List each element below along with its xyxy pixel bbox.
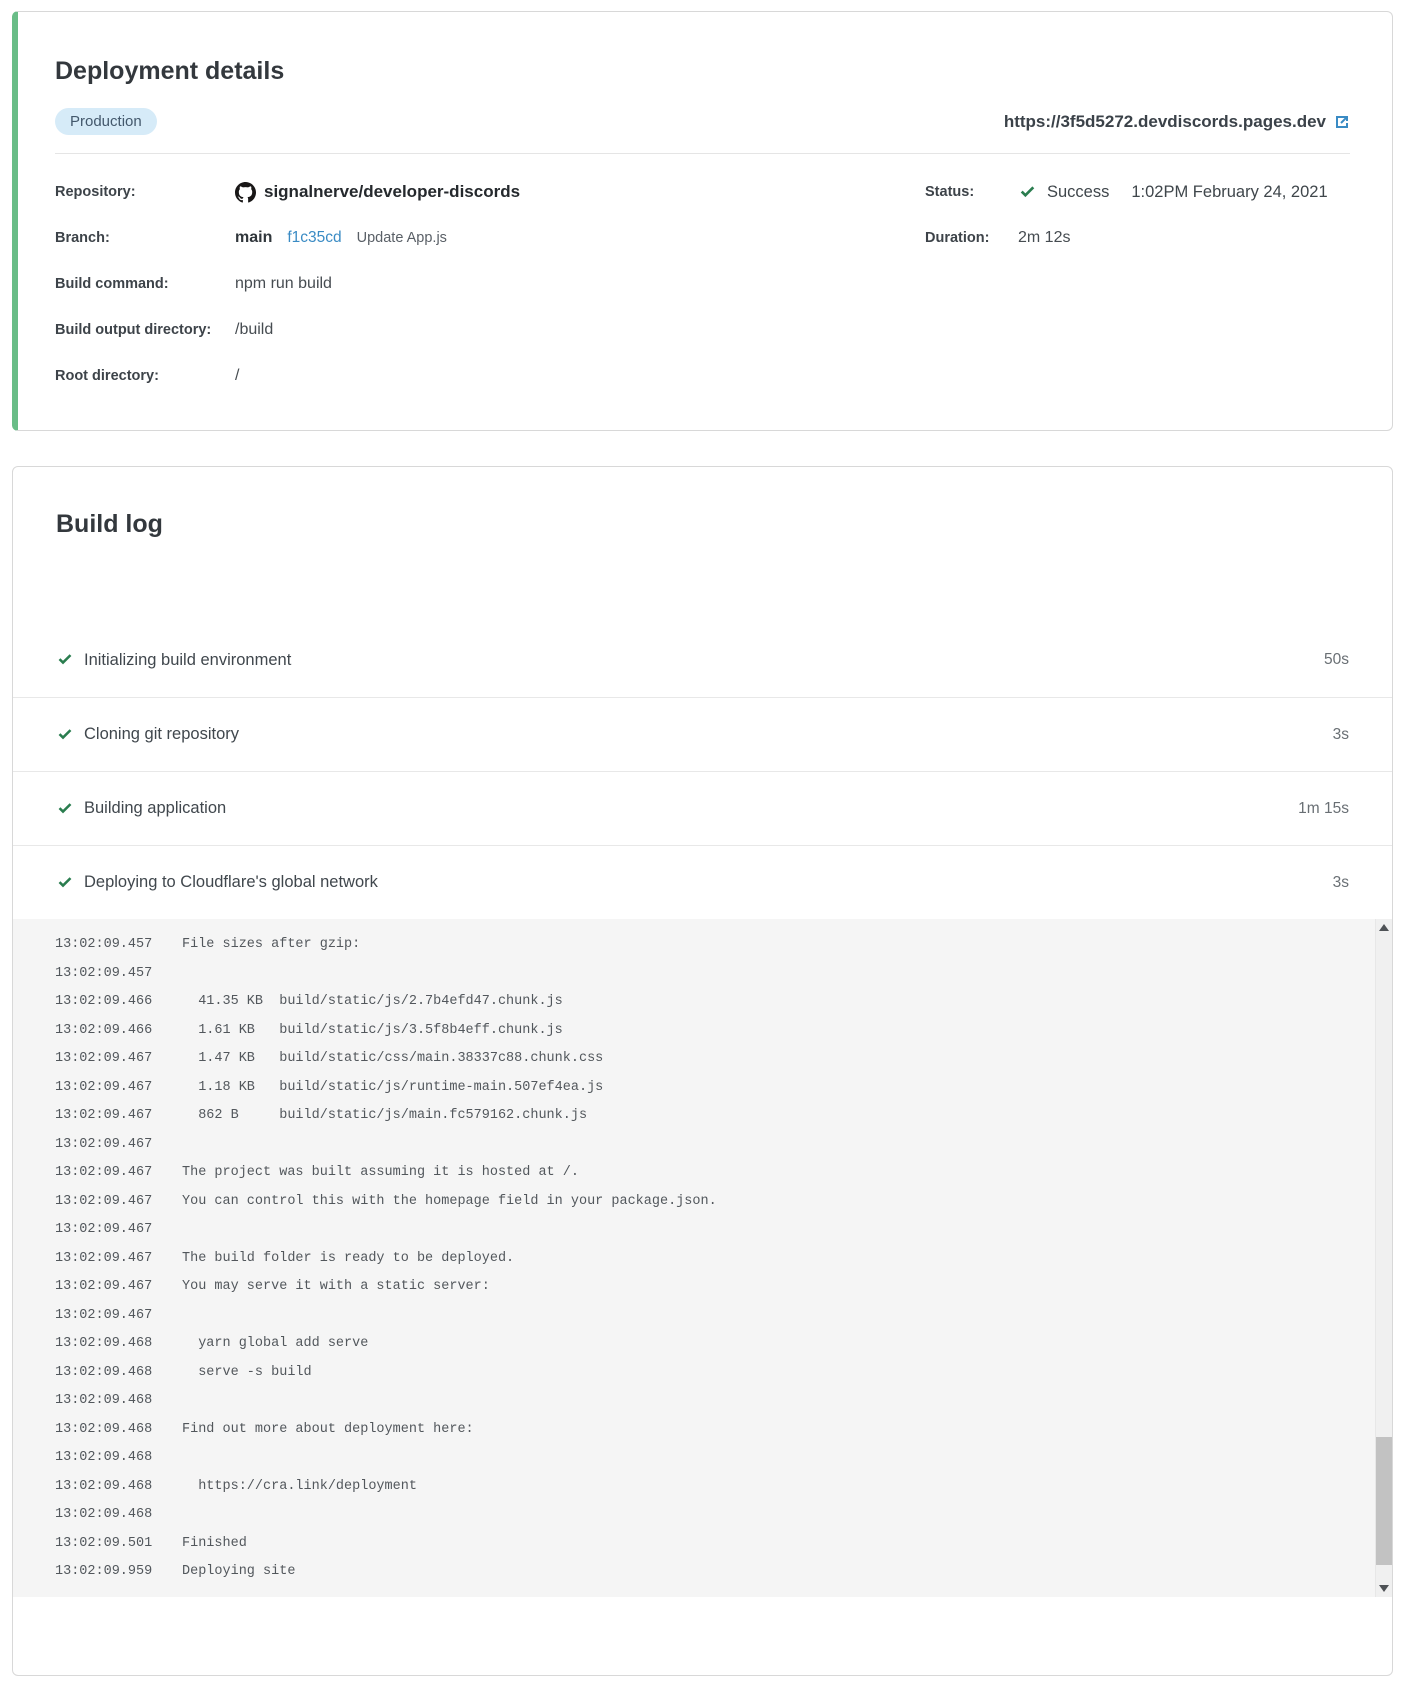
log-line <box>55 1444 1332 1473</box>
stage-row-cloning[interactable] <box>13 697 1392 771</box>
status-badge: Success <box>1047 183 1110 201</box>
scrollbar-down-button[interactable] <box>1376 1580 1392 1597</box>
scrollbar-thumb[interactable] <box>1376 1437 1392 1565</box>
repository-name[interactable]: signalnerve/developer-discords <box>264 182 521 201</box>
log-line <box>55 1416 1332 1445</box>
check-icon <box>56 874 74 892</box>
log-line <box>55 1387 1332 1416</box>
log-line <box>55 1102 1332 1131</box>
log-line <box>55 1302 1332 1331</box>
page <box>0 11 1413 1676</box>
log-timestamp: 13:02:09.501 <box>55 1535 153 1551</box>
build-log-card <box>12 466 1393 1676</box>
deployment-fields <box>55 181 1350 387</box>
log-timestamp: 13:02:09.959 <box>55 1564 153 1579</box>
log-scrollbar[interactable] <box>1375 919 1392 1597</box>
log-timestamp: 13:02:09.468 <box>55 1393 153 1408</box>
log-timestamp: 13:02:09.468 <box>55 1336 153 1351</box>
log-timestamp: 13:02:09.468 <box>55 1421 153 1437</box>
log-message: 862 B build/static/js/main.fc579162.chunk.js <box>182 1108 588 1123</box>
check-icon <box>56 800 74 818</box>
log-message: Finished <box>182 1535 247 1551</box>
log-timestamp: 13:02:09.467 <box>55 1193 153 1209</box>
log-message: You may serve it with a static server: <box>182 1279 490 1294</box>
triangle-up-icon <box>1379 924 1389 931</box>
log-line <box>55 960 1332 989</box>
stage-duration: 3s <box>1332 725 1349 743</box>
log-line <box>55 988 1332 1017</box>
deployment-details-title: Deployment details <box>55 57 285 85</box>
build-command-value: npm run build <box>235 275 332 292</box>
status-timestamp: 1:02PM February 24, 2021 <box>1131 183 1328 201</box>
badge-row <box>55 108 1350 135</box>
log-message: Find out more about deployment here: <box>182 1421 474 1437</box>
log-line <box>55 1473 1332 1502</box>
log-line <box>55 1501 1332 1530</box>
log-line <box>55 1273 1332 1302</box>
divider <box>55 153 1350 154</box>
commit-message: Update App.js <box>356 230 447 246</box>
card-bottom-space <box>13 1597 1392 1675</box>
environment-badge: Production <box>55 108 157 135</box>
log-message: 1.47 KB build/static/css/main.38337c88.chunk.css <box>182 1051 604 1066</box>
log-timestamp: 13:02:09.467 <box>55 1051 153 1066</box>
check-icon <box>56 651 74 669</box>
log-line <box>55 931 1332 960</box>
repository-label: Repository: <box>55 184 136 200</box>
stage-duration: 1m 15s <box>1298 799 1349 817</box>
stage-duration: 3s <box>1332 873 1349 891</box>
build-log-output[interactable] <box>13 919 1392 1597</box>
build-output-directory-label: Build output directory: <box>55 322 212 338</box>
log-line <box>55 1017 1332 1046</box>
external-link-icon[interactable] <box>1334 114 1350 130</box>
log-line <box>55 1359 1332 1388</box>
stage-label: Deploying to Cloudflare's global network <box>84 873 378 891</box>
deployment-url-text[interactable]: https://3f5d5272.devdiscords.pages.dev <box>1003 111 1326 131</box>
github-icon <box>235 182 256 203</box>
log-line <box>55 1216 1332 1245</box>
stage-row-building[interactable] <box>13 771 1392 845</box>
log-message: 1.61 KB build/static/js/3.5f8b4eff.chunk.js <box>182 1022 563 1038</box>
log-message: https://cra.link/deployment <box>182 1478 417 1494</box>
log-message: You can control this with the homepage field in your package.json. <box>182 1193 717 1209</box>
scrollbar-up-button[interactable] <box>1376 919 1392 936</box>
log-message: serve -s build <box>182 1364 312 1380</box>
stage-label: Building application <box>84 799 227 817</box>
stage-row-initializing[interactable] <box>13 623 1392 697</box>
log-timestamp: 13:02:09.467 <box>55 1136 153 1152</box>
deployment-fields-left <box>55 181 925 387</box>
branch-label: Branch: <box>55 230 110 246</box>
status-label: Status: <box>925 184 975 200</box>
log-line <box>55 1330 1332 1359</box>
log-message: File sizes after gzip: <box>182 937 361 952</box>
log-line <box>55 1558 1332 1587</box>
log-timestamp: 13:02:09.468 <box>55 1507 153 1522</box>
log-line <box>55 1074 1332 1103</box>
log-timestamp: 13:02:09.467 <box>55 1307 153 1323</box>
build-log-title: Build log <box>56 510 163 538</box>
stage-duration: 50s <box>1324 651 1349 668</box>
log-timestamp: 13:02:09.468 <box>55 1478 153 1494</box>
log-timestamp: 13:02:09.457 <box>55 965 153 981</box>
log-timestamp: 13:02:09.466 <box>55 994 153 1009</box>
log-message: The project was built assuming it is hosted at /. <box>182 1165 579 1180</box>
log-timestamp: 13:02:09.468 <box>55 1364 153 1380</box>
log-message: 41.35 KB build/static/js/2.7b4efd47.chunk.js <box>182 994 563 1009</box>
log-timestamp: 13:02:09.467 <box>55 1165 153 1180</box>
log-timestamp: 13:02:09.467 <box>55 1108 153 1123</box>
log-message: yarn global add serve <box>182 1336 369 1351</box>
branch-value <box>235 227 925 249</box>
root-directory-value: / <box>235 367 240 384</box>
status-value <box>1018 181 1350 203</box>
log-line <box>55 1245 1332 1274</box>
log-lines <box>13 919 1392 1587</box>
duration-label: Duration: <box>925 230 990 246</box>
triangle-down-icon <box>1379 1585 1389 1592</box>
build-output-directory-value: /build <box>235 321 274 338</box>
log-timestamp: 13:02:09.467 <box>55 1279 153 1294</box>
log-line <box>55 1045 1332 1074</box>
branch-name: main <box>235 229 273 246</box>
build-command-label: Build command: <box>55 276 169 292</box>
log-line <box>55 1188 1332 1217</box>
log-timestamp: 13:02:09.467 <box>55 1222 153 1237</box>
check-icon <box>56 726 74 744</box>
stage-row-deploying[interactable] <box>13 845 1392 919</box>
repository-value <box>235 181 925 203</box>
deployment-details-card <box>12 11 1393 431</box>
root-directory-label: Root directory: <box>55 368 159 384</box>
log-line <box>55 1131 1332 1160</box>
log-message: Deploying site <box>182 1564 296 1579</box>
log-message: 1.18 KB build/static/js/runtime-main.507ef4ea.js <box>182 1079 604 1095</box>
stage-label: Initializing build environment <box>84 650 292 669</box>
commit-hash-link[interactable]: f1c35cd <box>287 229 342 246</box>
log-timestamp: 13:02:09.457 <box>55 937 153 952</box>
stage-label: Cloning git repository <box>84 725 239 743</box>
duration-value: 2m 12s <box>1018 229 1071 246</box>
success-check-icon <box>1018 183 1037 202</box>
log-timestamp: 13:02:09.467 <box>55 1079 153 1095</box>
deployment-fields-right <box>925 181 1350 387</box>
log-line <box>55 1159 1332 1188</box>
log-timestamp: 13:02:09.466 <box>55 1022 153 1038</box>
log-timestamp: 13:02:09.467 <box>55 1250 153 1266</box>
build-stages <box>13 623 1392 919</box>
log-message: The build folder is ready to be deployed. <box>182 1250 515 1266</box>
deployment-url-link[interactable] <box>1004 112 1350 132</box>
log-timestamp: 13:02:09.468 <box>55 1450 153 1465</box>
log-line <box>55 1530 1332 1559</box>
